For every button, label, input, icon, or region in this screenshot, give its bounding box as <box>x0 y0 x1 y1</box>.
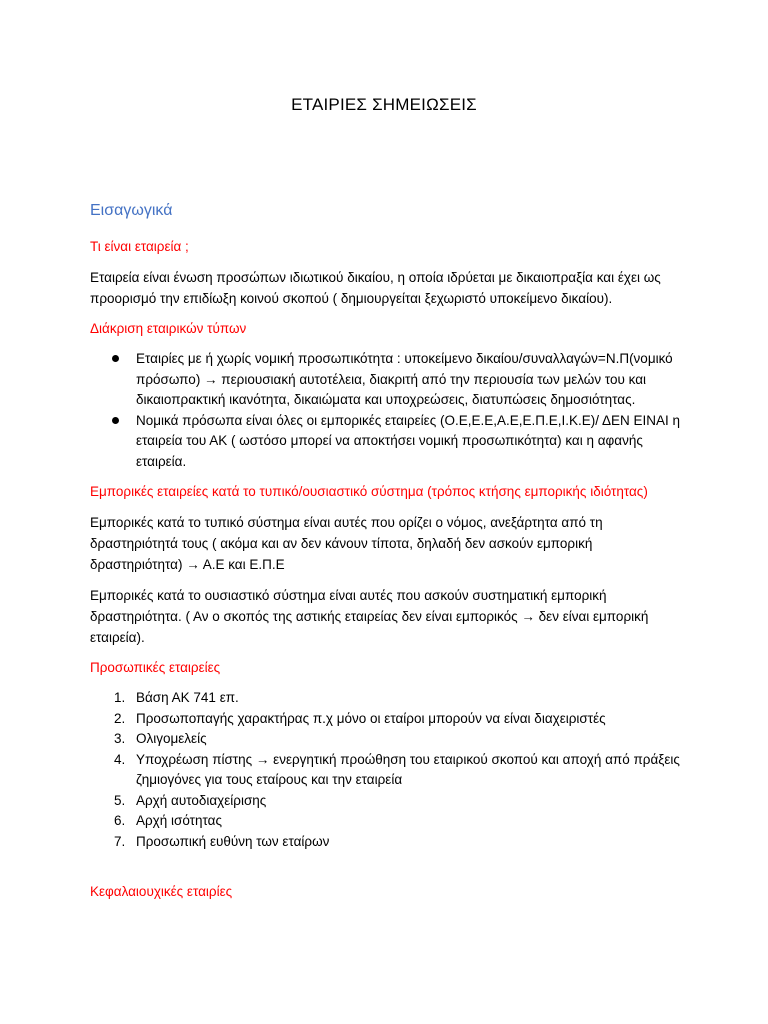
list-item-text: Υποχρέωση πίστης → ενεργητική προώθηση του εταιρικού σκοπού και αποχή από πράξεις ζημιογόνες για τους εταίρους και την εταιρεία <box>136 751 680 787</box>
list-number: 6. <box>114 813 126 828</box>
list-item <box>90 688 682 709</box>
bullet-list-company-types <box>90 349 682 472</box>
list-item-text: Βάση ΑΚ 741 επ. <box>136 690 239 705</box>
list-number: 7. <box>114 833 126 849</box>
list-number: 1. <box>114 690 126 705</box>
list-item <box>90 411 682 473</box>
list-number: 4. <box>114 751 126 767</box>
subheading-company-types: Διάκριση εταιρικών τύπων <box>90 321 247 336</box>
list-item-text: Αρχή ισότητας <box>136 813 222 828</box>
paragraph-formal-system: Εμπορικές κατά το τυπικό σύστημα είναι αυτές που ορίζει ο νόμος, ανεξάρτητα από τη δραστηριότητά τους ( ακόμα και αν δεν κάνουν τίποτα, δηλαδή δεν ασκούν εμπορική δραστηριότητα) → Α.Ε και Ε.Π.Ε <box>90 515 603 572</box>
list-item-text: Αρχή αυτοδιαχείρισης <box>136 792 267 808</box>
list-item <box>90 791 682 812</box>
list-item-text: Εταιρίες με ή χωρίς νομική προσωπικότητα : υποκείμενο δικαίου/συναλλαγών=Ν.Π(νομικό πρόσωπο) → περιουσιακή αυτοτέλεια, διακριτή από την περιουσία των μελών του και δικαιοπρακτική ικανότητα, δικαιώματα και υποχρεώσεις, διατυπώσεις δημοσιότητας. <box>136 351 673 407</box>
list-item-text: Νομικά πρόσωπα είναι όλες οι εμπορικές εταιρείες (Ο.Ε,Ε.Ε,Α.Ε,Ε.Π.Ε,Ι.Κ.Ε)/ ΔΕΝ ΕΙΝΑΙ η εταιρεία του ΑΚ ( ωστόσο μπορεί να αποκτήσει νομική προσωπικότητα) και η αφανής εταιρεία. <box>136 412 681 469</box>
section-heading-introduction: Εισαγωγικά <box>90 202 173 219</box>
subheading-what-is-company: Τι είναι εταιρεία ; <box>90 239 189 254</box>
list-item <box>90 832 682 853</box>
list-item-text: Προσωποπαγής χαρακτήρας π.χ μόνο οι εταίροι μπορούν να είναι διαχειριστές <box>136 710 606 726</box>
list-number: 5. <box>114 792 126 808</box>
list-item <box>90 729 682 750</box>
list-number: 2. <box>114 710 126 726</box>
bullet-icon <box>112 417 119 424</box>
list-item <box>90 349 682 411</box>
list-number: 3. <box>114 731 126 746</box>
bullet-icon <box>112 355 119 362</box>
list-item <box>90 811 682 832</box>
subheading-commercial-companies: Εμπορικές εταιρείες κατά το τυπικό/ουσιαστικό σύστημα (τρόπος κτήσης εμπορικής ιδιότητας) <box>90 484 648 499</box>
list-item <box>90 750 682 791</box>
document-body <box>90 199 682 912</box>
paragraph-definition: Εταιρεία είναι ένωση προσώπων ιδιωτικού δικαίου, η οποία ιδρύεται με δικαιοπραξία και έχει ως προορισμό την επιδίωξη κοινού σκοπού ( δημιουργείται ξεχωριστό υποκείμενο δικαίου). <box>90 270 661 306</box>
paragraph-substantive-system: Εμπορικές κατά το ουσιαστικό σύστημα είναι αυτές που ασκούν συστηματική εμπορική δραστηριότητα. ( Αν ο σκοπός της αστικής εταιρείας δεν είναι εμπορικός → δεν είναι εμπορική εταιρεία). <box>90 588 649 645</box>
subheading-capital-companies: Κεφαλαιουχικές εταιρίες <box>90 884 233 899</box>
list-item <box>90 709 682 730</box>
spacer <box>90 852 682 882</box>
document-title: ΕΤΑΙΡΙΕΣ ΣΗΜΕΙΩΣΕΙΣ <box>291 95 477 114</box>
list-item-text: Προσωπική ευθύνη των εταίρων <box>136 833 330 849</box>
list-item-text: Ολιγομελείς <box>136 731 207 746</box>
numbered-list-personal-companies <box>90 688 682 852</box>
subheading-personal-companies: Προσωπικές εταιρείες <box>90 660 221 675</box>
